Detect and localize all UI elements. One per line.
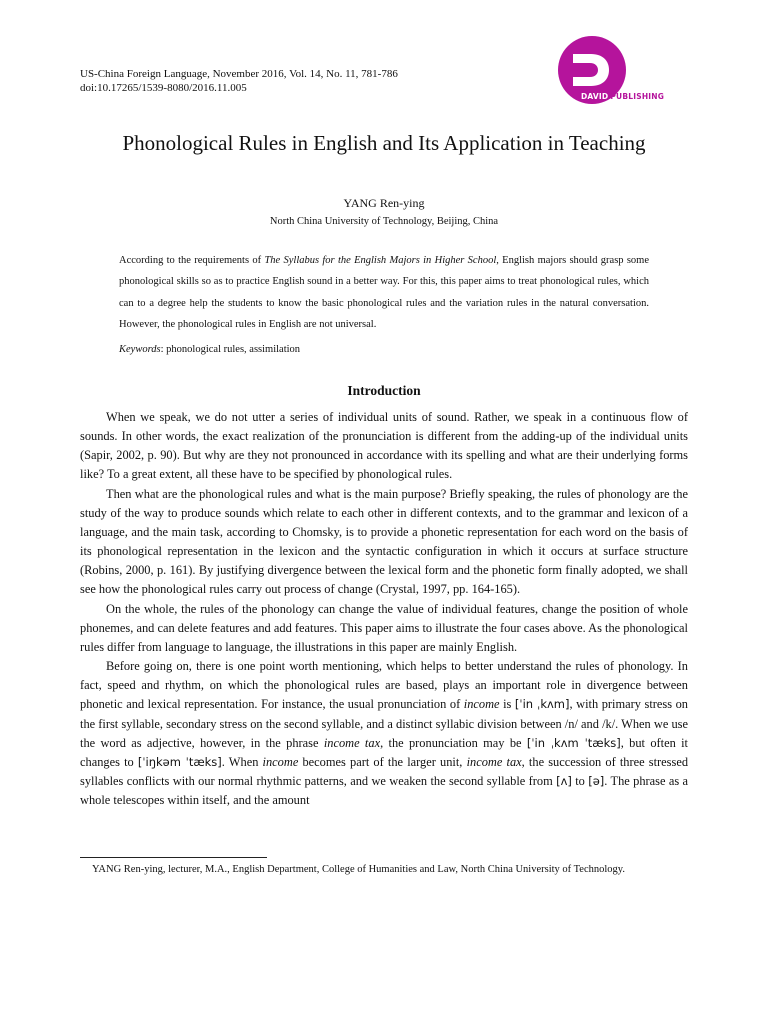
journal-citation: US-China Foreign Language, November 2016, Vol. 14, No. 11, 781-786 [80,68,398,80]
p4-ipa-2: [ˈin ˌkʌm ˈtæks] [526,735,621,750]
p4-text-6: . When [221,754,263,769]
section-heading-introduction: Introduction [347,383,421,398]
journal-header [80,67,398,95]
abstract-text-1: According to the requirements of [119,255,265,266]
p4-text-10: . The phrase as a whole telescopes within itself, and the amount [80,773,689,808]
keywords-value: phonological rules, assimilation [166,344,301,355]
footnote: YANG Ren-ying, lecturer, M.A., English Department, College of Humanities and Law, North China University of Technology. [92,864,625,875]
abstract [119,250,649,335]
p4-text-3: , with primary stress on the first syllable, secondary stress on the second syllable, and a distinct syllabic division between /n/ and /k/. When we use the word as adjective, however, in the phrase [80,697,688,750]
abstract-text-2: , English majors should grasp some phonological skills so as to practice English sound in a better way. For this, this paper aims to treat phonological rules, which can to a degree help the students to know the basic phonological rules and the variation rules in the natural conversation. However, the phonological rules in English are not universal. [119,255,650,330]
footnote-divider [80,857,267,858]
logo-word-publishing: PUBLISHING [610,92,665,101]
keywords-separator: : [160,344,167,355]
p4-text-8: , the succession of three stressed syllables conflicts with our normal rhythmic patterns, and we weaken the second syllable from [80,754,689,788]
p4-text-9: to [571,773,589,788]
p4-ipa-3: [ˈiŋkəm ˈtæks] [137,754,222,769]
p4-text-2: is [499,697,515,712]
p4-ipa-5: [ə] [588,773,605,788]
paragraph-2: Then what are the phonological rules and what is the main purpose? Briefly speaking, the rules of phonology are the study of the way to produce sounds which relate to each other in different contexts, and to the grammar and lexicon of a language, and the main task, according to Chomsky, is to provide a phonetic representation for each word on the basis of its phonological representation in the lexicon and the syntactic configuration in which it occurs at surface structure (Robins, 2000, p. 161). By justifying divergence between the lexical form and the phonetic form finally adopted, we shall see how the phonological rules carry out process of change (Crystal, 1997, pp. 164-165). [80,486,688,597]
logo-d-letter-icon [565,44,617,96]
p4-text-1: Before going on, there is one point worth mentioning, which helps to better understand the rules of phonology. In fact, speed and rhythm, on which the phonological rules are based, plays an important role in divergence between phonetic and lexical representation. For instance, the usual pronunciation of [80,659,688,712]
logo-wordmark [581,92,664,101]
p4-ipa-1: [ˈin ˌkʌm] [514,697,570,712]
syllabus-title: The Syllabus for the English Majors in Higher School [264,255,497,266]
logo-word-david: DAVID [581,92,609,101]
keywords [119,344,300,355]
keywords-label: Keywords [119,344,161,355]
paper-title: Phonological Rules in English and Its Application in Teaching [122,131,646,155]
p4-text-7: becomes part of the larger unit, [298,754,467,769]
author-affiliation: North China University of Technology, Beijing, China [269,216,499,227]
paragraph-1: When we speak, we do not utter a series of individual units of sound. Rather, we speak in a continuous flow of sounds. In other words, the exact realization of the pronunciation is different from the adding-up of the individual units (Sapir, 2002, p. 90). But why are they not pronounced in accordance with its spelling and what are their underlying forms like? To a great extent, all these have to be specified by phonological rules. [80,410,688,482]
p4-text-4: , the pronunciation may be [380,735,527,750]
p4-phrase-income-tax-2: income tax [466,754,522,769]
p4-word-income: income [463,697,500,712]
publisher-logo [555,36,695,108]
paragraph-4 [80,657,688,810]
doi: doi:10.17265/1539-8080/2016.11.005 [80,82,247,94]
p4-phrase-income-tax: income tax [323,735,381,750]
p4-word-income-2: income [262,754,299,769]
body-text [80,408,688,810]
p4-ipa-4: [ʌ] [556,773,572,788]
p4-text-5: , but often it changes to [80,735,689,769]
paragraph-3: On the whole, the rules of the phonology can change the value of individual features, change the position of whole phonemes, and can delete features and add features. This paper aims to illustrate the four cases above. As the phonological rules differ from language to language, the illustrations in this paper are mainly English. [80,601,688,654]
author-name: YANG Ren-ying [343,196,425,210]
